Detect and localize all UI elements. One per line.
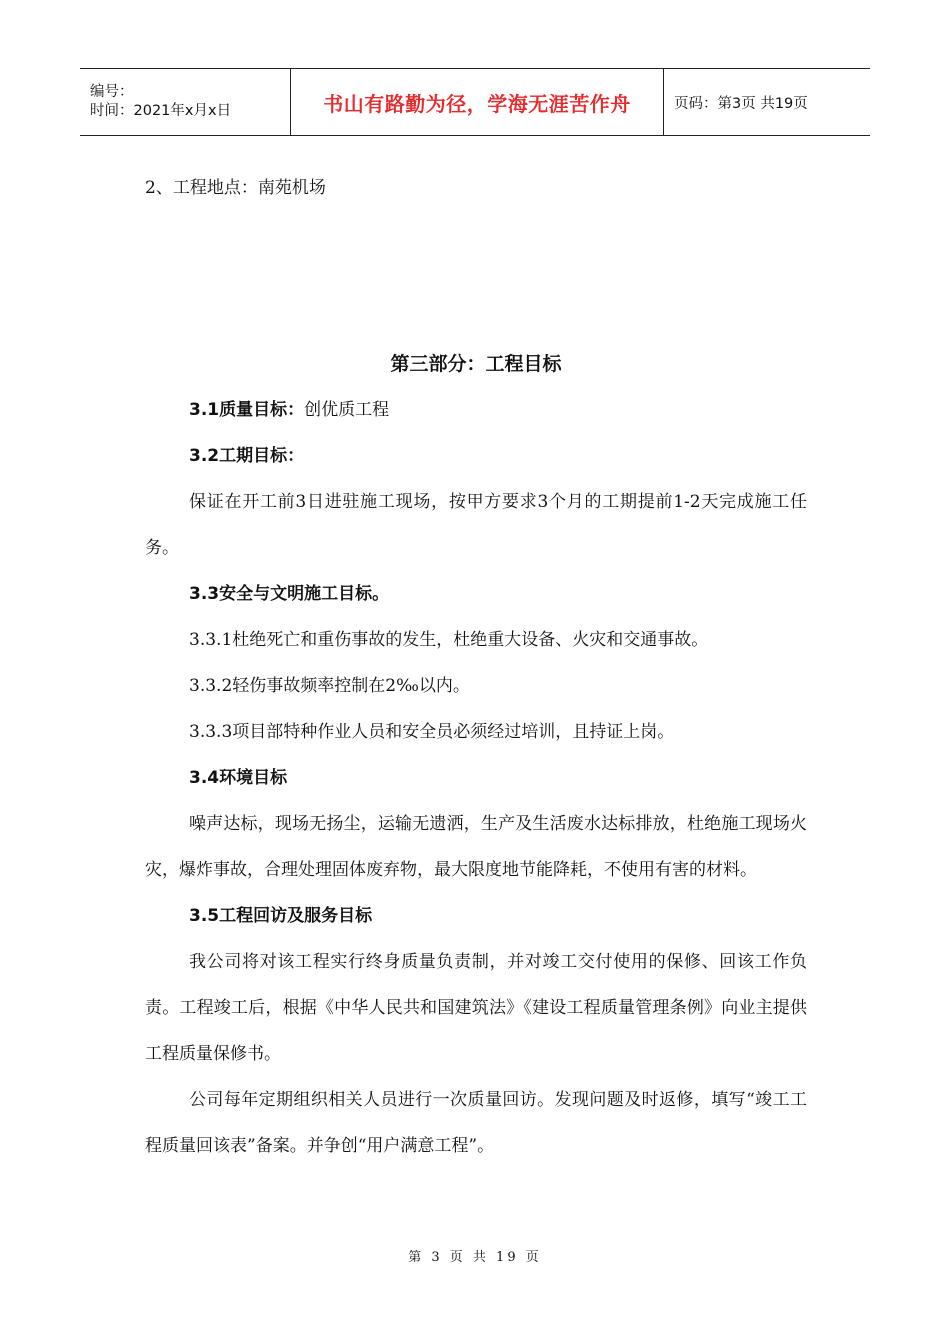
schedule-goal-label: 3.2工期目标： [189, 446, 305, 466]
header-page-info: 页码：第3页 共19页 [674, 95, 808, 112]
document-number-label: 编号： [90, 84, 134, 100]
quality-goal [145, 387, 807, 433]
page-footer: 第 3 页 共 19 页 [408, 1250, 542, 1265]
document-header [80, 68, 870, 136]
safety-item-1: 3.3.1杜绝死亡和重伤事故的发生，杜绝重大设备、火灾和交通事故。 [189, 630, 709, 650]
safety-item-3: 3.3.3项目部特种作业人员和安全员必须经过培训，且持证上岗。 [189, 722, 675, 742]
service-goal-text-2: 公司每年定期组织相关人员进行一次质量回访。发现问题及时返修，填写“竣工工程质量回该表”备案。并争创“用户满意工程”。 [145, 1090, 807, 1156]
quality-goal-text: 创优质工程 [304, 400, 390, 420]
schedule-goal-text: 保证在开工前3日进驻施工现场，按甲方要求3个月的工期提前1-2天完成施工任务。 [145, 492, 807, 558]
document-body [145, 165, 807, 1169]
project-location: 2、工程地点：南苑机场 [145, 178, 326, 198]
service-goal-text-1: 我公司将对该工程实行终身质量负责制，并对竣工交付使用的保修、回该工作负责。工程竣工后，根据《中华人民共和国建筑法》《建设工程质量管理条例》向业主提供工程质量保修书。 [145, 952, 807, 1064]
safety-item-2: 3.3.2轻伤事故频率控制在2‰以内。 [189, 676, 470, 696]
environment-goal-label: 3.4环境目标 [189, 768, 288, 788]
environment-goal-text: 噪声达标，现场无扬尘，运输无遗洒，生产及生活废水达标排放，杜绝施工现场火灾，爆炸事故，合理处理固体废弃物，最大限度地节能降耗，不使用有害的材料。 [145, 814, 807, 880]
service-goal-label: 3.5工程回访及服务目标 [189, 906, 373, 926]
blank-space [145, 211, 807, 341]
document-date-label: 时间：2021年x月x日 [90, 103, 232, 119]
quality-goal-label: 3.1质量目标： [189, 400, 305, 420]
section-title: 第三部分：工程目标 [390, 353, 562, 375]
safety-goal-label: 3.3安全与文明施工目标。 [189, 584, 390, 604]
header-motto: 书山有路勤为径，学海无涯苦作舟 [291, 69, 664, 136]
header-meta [80, 69, 291, 136]
